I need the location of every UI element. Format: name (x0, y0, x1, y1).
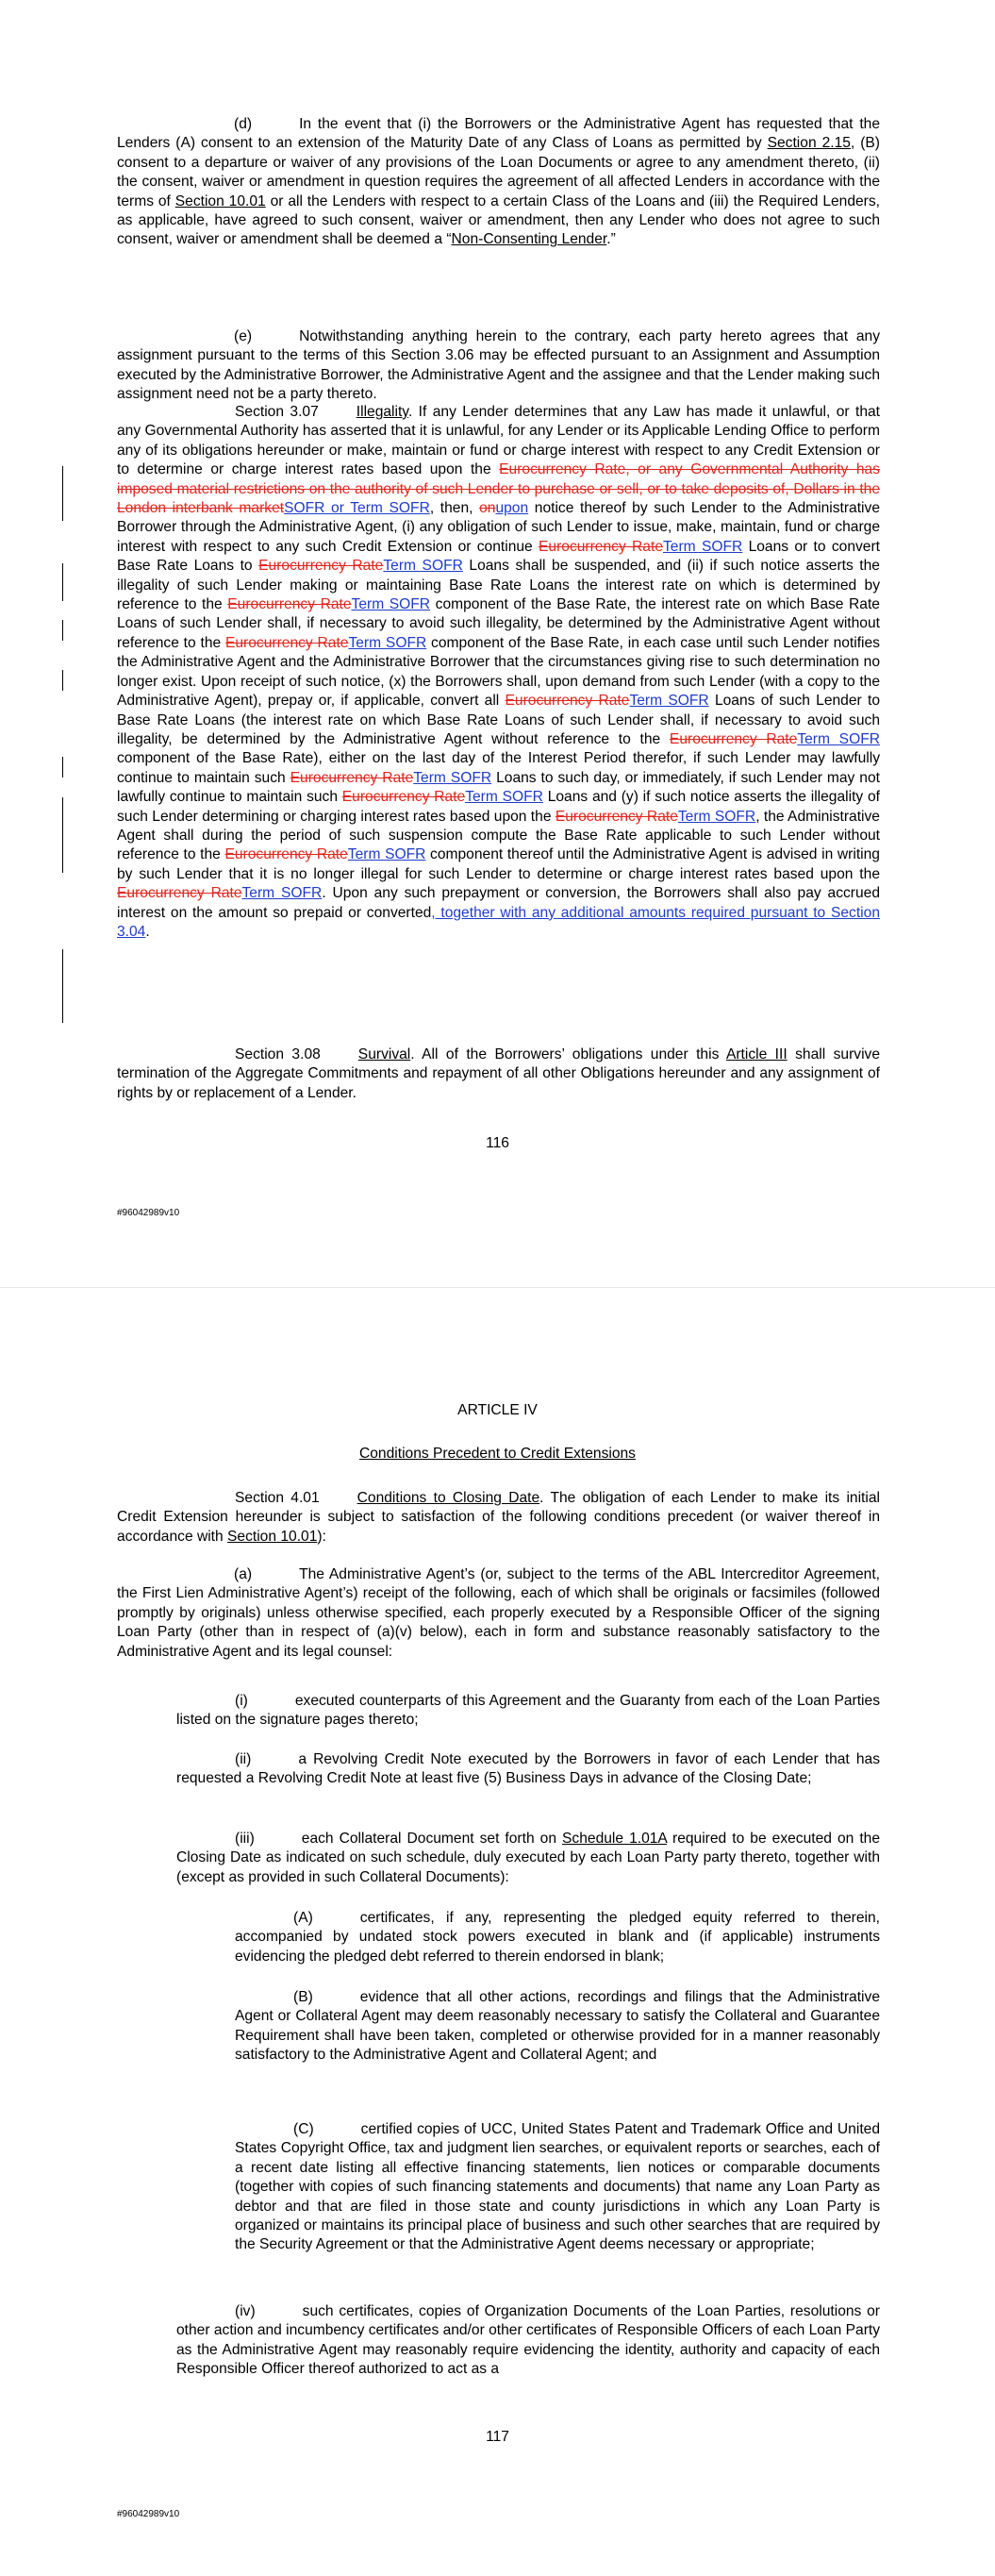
item-label: (B) (293, 1989, 313, 2005)
section-reference: Section 10.01 (227, 1528, 318, 1545)
text-run: notice thereof by such Lender to the Administrative Borrower through the Administrative Agent, (i) any obligation of such Lender to issue, make, maintain, fund or charge interest with respect to any such Credit Extension or continue (117, 500, 880, 555)
section-4-01 (117, 1489, 880, 1547)
item-label: (iii) (235, 1831, 255, 1847)
text-run: required to be executed on the Closing Date as indicated on such schedule, duly executed by each Loan Party party thereto, together with (except as provided in such Collateral Documents): (176, 1831, 880, 1885)
section-number: Section 3.07 (235, 404, 319, 420)
text-run: Loans or to convert Base Rate Loans to (117, 538, 880, 575)
article-heading: ARTICLE IV (457, 1402, 538, 1418)
section-reference: Section 10.01 (174, 192, 266, 209)
text-run: . (145, 923, 150, 940)
page-number: 116 (486, 1135, 509, 1151)
section-title: Illegality (356, 404, 408, 420)
inserted-text: SOFR or Term SOFR (284, 500, 430, 517)
text-run: . If any Lender determines that any Law has made it unlawful, or that any Governmental Authority has asserted that it is unlawful, for any Lender or its Applicable Lending Office to perform any of its obligations hereunder or make, maintain or fund or charge interest with respect to any Credit Extension or to determine or charge interest rates based upon the (117, 404, 881, 478)
text-run: The Administrative Agent’s (or, subject to the terms of the ABL Intercreditor Agreement, the First Lien Administrative Agent’s) receipt of the following, each of which shall be originals or facsimiles (followed promptly by originals) unless otherwise specified, each properly executed by a Responsible Officer of the signing Loan Party (other than in respect of (a)(v) below), each in form and substance reasonably satisfactory to the Administrative Agent and its legal counsel: (117, 1566, 880, 1660)
item-C (235, 2120, 880, 2255)
para-label: (a) (234, 1566, 253, 1582)
item-ii (176, 1750, 880, 1789)
text-run: such certificates, copies of Organization Documents of the Loan Parties, resolutions or other action and incumbency certificates and/or other certificates of Responsible Officers of each Loan Party as the Administrative Agent may reasonably require evidencing the identity, authority and capacity of each Responsible Officer thereof authorized to act as a (176, 2303, 881, 2378)
deleted-text: Eurocurrency Rate (341, 789, 466, 806)
inserted-text: Term SOFR (465, 789, 543, 806)
item-iv (176, 2302, 880, 2380)
item-label: (iv) (235, 2303, 256, 2319)
deleted-text: Eurocurrency Rate (258, 558, 384, 575)
schedule-reference: Schedule 1.01A (562, 1831, 667, 1847)
inserted-text: Term SOFR (347, 846, 426, 863)
deleted-text: Eurocurrency Rate (555, 808, 678, 825)
item-label: (i) (235, 1693, 248, 1709)
deleted-text: Eurocurrency Rate (224, 634, 349, 651)
deleted-text: on (479, 500, 496, 517)
item-i (176, 1692, 880, 1731)
text-run: certificates, if any, representing the pledged equity referred to therein, accompanied by undated stock powers executed in blank and (if applicable) instruments evidencing the pledged debt referred to therein endorsed in blank; (235, 1910, 880, 1965)
section-3-08 (117, 1045, 880, 1103)
item-label: (ii) (235, 1751, 252, 1767)
section-number: Section 3.08 (235, 1046, 321, 1062)
text-run: a Revolving Credit Note executed by the Borrowers in favor of each Lender that has requested a Revolving Credit Note at least five (5) Business Days in advance of the Closing Date; (176, 1751, 880, 1787)
text-run: Loans and (y) if such notice asserts the illegality of such Lender determining or charging interest rates based upon the (117, 789, 880, 825)
text-run: component thereof until the Administrative Agent is advised in writing by such Lender that it is no longer illegal for such Lender to determine or charge interest rates based upon the (117, 846, 880, 882)
text-run: certified copies of UCC, United States Patent and Trademark Office and United States Copyright Office, tax and judgment lien searches, or equivalent reports or searches, each of a recent date listing all effective financing statements, lien notices or comparable documents (together with copies of such financing statements and documents) that name any Loan Party as debtor and that are filed in those state and county jurisdictions in which any Loan Party is organized or maintains its principal place of business and such other searches that are required by the Security Agreement or that the Administrative Agent deems necessary or appropriate; (235, 2121, 880, 2253)
section-title: Survival (357, 1046, 411, 1062)
text-run: executed counterparts of this Agreement and the Guaranty from each of the Loan Parties listed on the signature pages thereto; (176, 1693, 880, 1729)
inserted-text: Term SOFR (351, 596, 431, 613)
inserted-text: upon (495, 500, 529, 517)
inserted-text: Term SOFR (413, 769, 492, 786)
deleted-text: Eurocurrency Rate (669, 730, 798, 747)
deleted-text: Eurocurrency Rate (539, 538, 663, 555)
deleted-text: Eurocurrency Rate (227, 596, 352, 613)
article-reference: Article III (725, 1046, 788, 1062)
paragraph-d (117, 115, 880, 250)
document-id: #96042989v10 (117, 1208, 180, 1218)
text-run: , then, (429, 500, 480, 517)
text-run: component of the Base Rate, the interest rate on which Base Rate Loans of such Lender shall, if necessary to avoid such illegality, be determined by the Administrative Agent without reference to the (117, 596, 880, 651)
text-run: each Collateral Document set forth on (301, 1831, 563, 1847)
text-run: Loans of such Lender to Base Rate Loans (the interest rate on which Base Rate Loans of such Lender shall, if necessary to avoid such illegality, be determined by the Administrative Agent without reference to the (117, 693, 880, 747)
section-reference: Section 2.15 (767, 135, 851, 152)
article-title (0, 1446, 995, 1463)
change-bar (62, 563, 63, 601)
para-label: (e) (234, 328, 253, 344)
change-bar (62, 949, 63, 1023)
change-bar (62, 670, 63, 691)
defined-term: Non-Consenting Lender (451, 231, 607, 248)
text-run: .” (606, 231, 616, 248)
text-run: . The obligation of each Lender to make its initial Credit Extension hereunder is subject to satisfaction of the following conditions precedent (or waiver thereof in accordance with (117, 1490, 880, 1545)
text-run: Loans shall be suspended, and (ii) if such notice asserts the illegality of such Lender making or maintaining Base Rate Loans the interest rate on which is determined by reference to the (117, 558, 880, 613)
inserted-text: Term SOFR (383, 558, 463, 575)
inserted-text: Term SOFR (663, 538, 743, 555)
inserted-text: Term SOFR (241, 885, 323, 902)
change-bar (62, 797, 63, 873)
deleted-text: Eurocurrency Rate (224, 846, 348, 863)
deleted-text: Eurocurrency Rate (290, 769, 414, 786)
inserted-text: Term SOFR (677, 808, 756, 825)
text-run: , (B) consent to a departure or waiver of any provisions of the Loan Documents or agree to any amendment thereto, (ii) the consent, waiver or amendment in question requires the agreement of all affected Lenders in accordance with the terms of (117, 135, 880, 209)
deleted-text: Eurocurrency Rate (505, 693, 630, 710)
text-run: , the Administrative Agent shall during the period of such suspension compute the Base Rate applicable to such Lender without reference to the (117, 808, 880, 863)
change-bar (62, 620, 63, 641)
page-number: 117 (486, 2429, 509, 2445)
text-run: component of the Base Rate, in each case until such Lender notifies the Administrative Agent and the Administrative Borrower that the circumstances giving rise to such determination no longer exist. Upon receipt of such notice, (x) the Borrowers shall, upon demand from such Lender (with a copy to the Administrative Agent), prepay or, if applicable, convert all (117, 634, 880, 710)
text-run: or all the Lenders with respect to a certain Class of the Loans and (iii) the Required Lenders, as applicable, have agreed to such consent, waiver or amendment, then any Lender who does not agree to such consent, waiver or amendment shall be deemed a “ (117, 192, 881, 248)
para-label: (d) (234, 116, 253, 132)
deleted-text: Eurocurrency Rate (117, 885, 242, 902)
change-bar (62, 757, 63, 778)
paragraph-a (117, 1565, 880, 1662)
section-3-07 (117, 403, 880, 942)
item-label: (C) (293, 2121, 314, 2137)
text-run: shall survive termination of the Aggregate Commitments and repayment of all other Obligations hereunder and any assignment of rights by or replacement of a Lender. (117, 1046, 880, 1101)
inserted-text: Term SOFR (797, 730, 880, 747)
item-A (235, 1909, 880, 1966)
section-number: Section 4.01 (235, 1490, 320, 1506)
text-run: . Upon any such prepayment or conversion, the Borrowers shall also pay accrued interest on the amount so prepaid or converted (117, 885, 880, 921)
inserted-text: , together with any additional amounts required pursuant to Section 3.04 (117, 904, 880, 940)
text-run: . All of the Borrowers’ obligations under this (410, 1046, 726, 1062)
item-iii (176, 1830, 880, 1887)
section-title: Conditions to Closing Date (357, 1490, 540, 1506)
paragraph-e (117, 327, 880, 405)
inserted-text: Term SOFR (348, 634, 427, 651)
page-117 (0, 1288, 995, 2576)
deleted-text: Eurocurrency Rate, or any Governmental Authority has imposed material restrictions on the authority of such Lender to purchase or sell, or to take deposits of, Dollars in the London interbank market (117, 461, 880, 517)
text-run: Notwithstanding anything herein to the contrary, each party hereto agrees that any assignment pursuant to the terms of this Section 3.06 may be effected pursuant to an Assignment and Assumption executed by the Administrative Borrower, the Administrative Agent and the assignee and that the Lender making such assignment need not be a party thereto. (117, 328, 880, 403)
text-run: component of the Base Rate), either on the last day of the Interest Period therefor, if such Lender may lawfully continue to maintain such (117, 750, 880, 786)
text-run: ): (317, 1528, 326, 1545)
item-B (235, 1988, 880, 2066)
inserted-text: Term SOFR (629, 693, 709, 710)
text-run: In the event that (i) the Borrowers or the Administrative Agent has requested that the Lenders (A) consent to an extension of the Maturity Date of any Class of Loans as permitted by (117, 116, 880, 152)
text-run: Loans to such day, or immediately, if such Lender may not lawfully continue to maintain such (117, 769, 880, 806)
text-run: evidence that all other actions, recordings and filings that the Administrative Agent or Collateral Agent may deem reasonably necessary to satisfy the Collateral and Guarantee Requirement shall have been taken, completed or otherwise provided for in a manner reasonably satisfactory to the Administrative Agent and Collateral Agent; and (235, 1989, 880, 2064)
item-label: (A) (293, 1910, 313, 1926)
document-id: #96042989v10 (117, 2509, 180, 2519)
change-bar (62, 466, 63, 521)
article-title-text: Conditions Precedent to Credit Extensions (359, 1446, 636, 1462)
